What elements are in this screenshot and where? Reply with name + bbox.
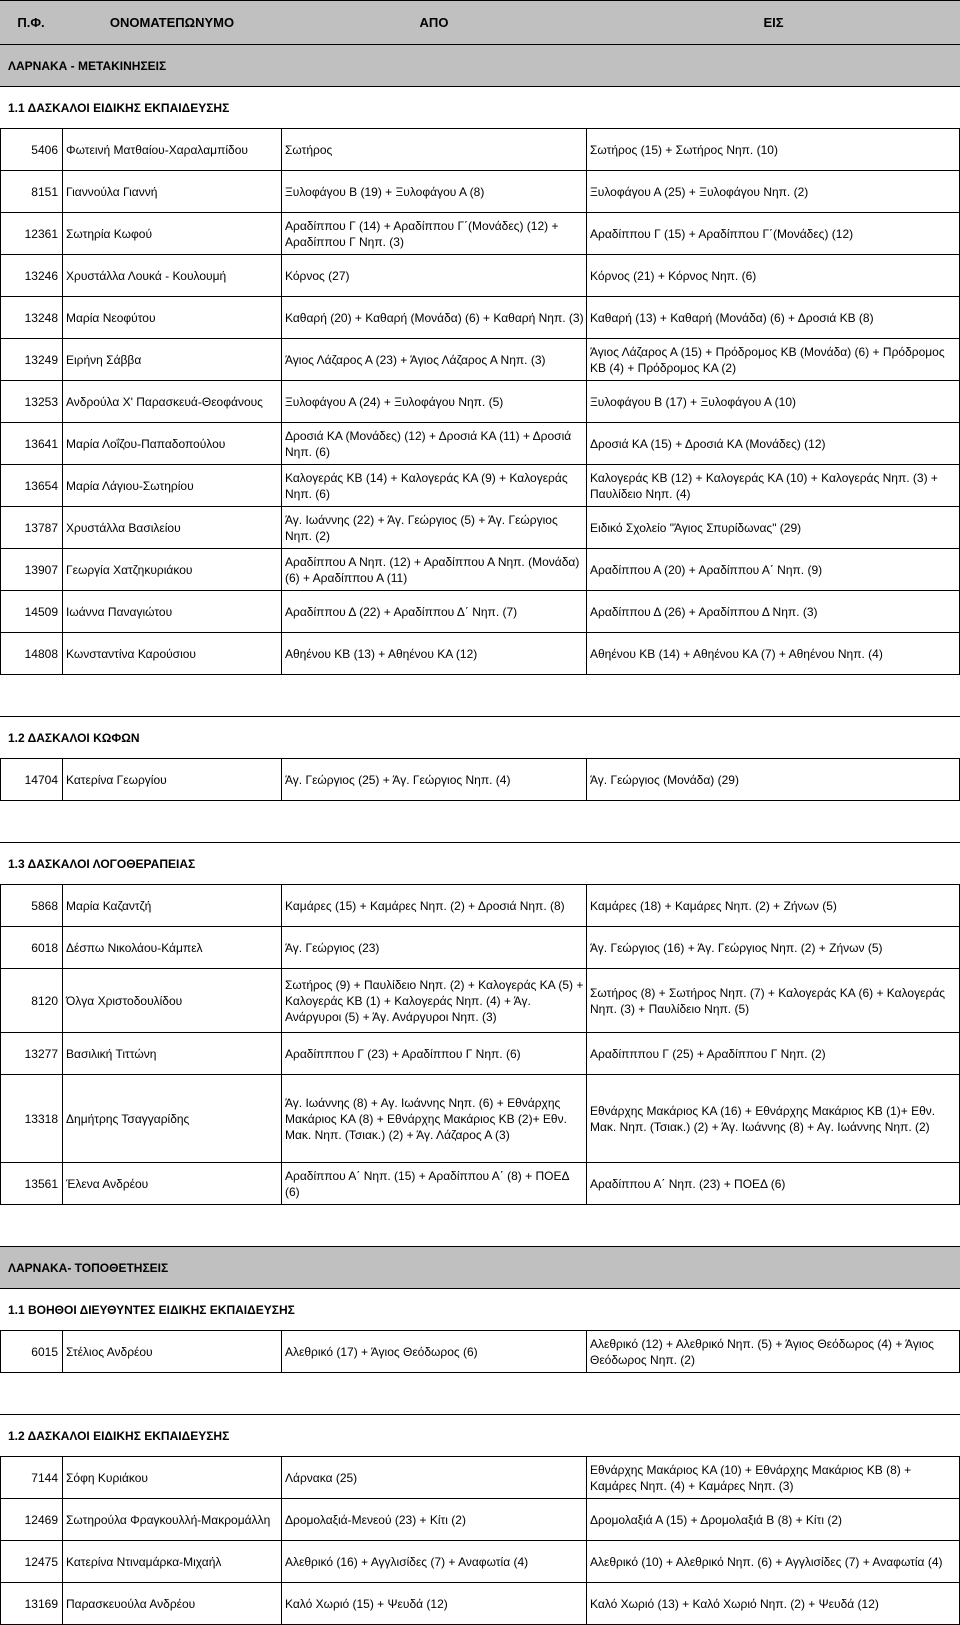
name-cell: Γεωργία Χατζηκυριάκου xyxy=(66,562,193,577)
pf-cell: 13248 xyxy=(24,310,58,325)
name-cell: Ιωάννα Παναγιώτου xyxy=(66,604,173,619)
name-cell: Δέσπω Νικολάου-Κάμπελ xyxy=(66,940,203,955)
pf-cell: 14704 xyxy=(24,772,58,787)
name-cell: Κατερίνα Γεωργίου xyxy=(66,772,167,787)
spacer-row xyxy=(0,675,960,717)
name-cell: Σόφη Κυριάκου xyxy=(66,1470,148,1485)
pf-cell: 13907 xyxy=(24,562,58,577)
section-label: 1.3 ΔΑΣΚΑΛΟΙ ΛΟΓΟΘΕΡΑΠΕΙΑΣ xyxy=(8,856,196,871)
from-cell: Καθαρή (20) + Καθαρή (Μονάδα) (6) + Καθαρή Νηπ. (3) xyxy=(285,310,584,325)
pf-cell: 5868 xyxy=(31,898,58,913)
table-row xyxy=(0,591,960,633)
to-cell: Καλογεράς ΚΒ (12) + Καλογεράς ΚΑ (10) + Καλογεράς Νηπ. (3) + Παυλίδειο Νηπ. (4) xyxy=(590,470,938,501)
to-cell: Αθηένου ΚΒ (14) + Αθηένου ΚΑ (7) + Αθηένου Νηπ. (4) xyxy=(590,646,883,661)
from-cell: Αραδίππου Δ (22) + Αραδίππου Δ΄ Νηπ. (7) xyxy=(285,604,518,619)
from-cell: Καλογεράς ΚΒ (14) + Καλογεράς ΚΑ (9) + Καλογεράς Νηπ. (6) xyxy=(285,470,568,501)
name-cell: Βασιλική Τιττώνη xyxy=(66,1046,157,1061)
table-row xyxy=(0,423,960,465)
to-cell: Καμάρες (18) + Καμάρες Νηπ. (2) + Ζήνων (5) xyxy=(590,898,837,913)
pf-cell: 13246 xyxy=(24,268,58,283)
section-title xyxy=(0,87,960,129)
from-cell: Αραδίππου Α΄ Νηπ. (15) + Αραδίππου Α΄ (8) + ΠΟΕΔ (6) xyxy=(285,1168,569,1199)
header-name: ΟΝΟΜΑΤΕΠΩΝΥΜΟ xyxy=(109,14,235,30)
to-cell: Κόρνος (21) + Κόρνος Νηπ. (6) xyxy=(590,268,757,283)
pf-cell: 7144 xyxy=(31,1470,58,1485)
section-title xyxy=(0,1415,960,1457)
section-label: 1.2 ΔΑΣΚΑΛΟΙ ΚΩΦΩΝ xyxy=(8,730,140,745)
table-row xyxy=(0,381,960,423)
name-cell: Μαρία Λοΐζου-Παπαδοπούλου xyxy=(66,436,226,451)
name-cell: Ανδρούλα Χ' Παρασκευά-Θεοφάνους xyxy=(66,394,263,409)
pf-cell: 12469 xyxy=(24,1512,58,1527)
from-cell: Άγ. Γεώργιος (23) xyxy=(285,940,380,955)
pf-cell: 13253 xyxy=(24,394,58,409)
table-row xyxy=(0,759,960,801)
name-cell: Φωτεινή Ματθαίου-Χαραλαμπίδου xyxy=(66,142,248,157)
pf-cell: 13249 xyxy=(24,352,58,367)
to-cell: Άγ. Γεώργιος (Μονάδα) (29) xyxy=(590,772,739,787)
name-cell: Δημήτρης Τσαγγαρίδης xyxy=(66,1111,190,1126)
table-row xyxy=(0,213,960,255)
to-cell: Αραδίππου Α΄ Νηπ. (23) + ΠΟΕΔ (6) xyxy=(590,1176,786,1191)
spacer-row xyxy=(0,801,960,843)
table-row xyxy=(0,297,960,339)
section-title xyxy=(0,843,960,885)
name-cell: Έλενα Ανδρέου xyxy=(66,1176,149,1191)
spacer-row xyxy=(0,1373,960,1415)
to-cell: Αραδίπππου Γ (25) + Αραδίππου Γ Νηπ. (2) xyxy=(590,1046,826,1061)
from-cell: Αραδίππου Γ (14) + Αραδίππου Γ΄(Μονάδες) (12) + Αραδίππου Γ Νηπ. (3) xyxy=(285,218,559,249)
to-cell: Σωτήρος (8) + Σωτήρος Νηπ. (7) + Καλογεράς ΚΑ (6) + Καλογεράς Νηπ. (3) + Παυλίδειο Νηπ. (5) xyxy=(590,985,945,1016)
region-title xyxy=(0,45,960,87)
pf-cell: 8151 xyxy=(31,184,58,199)
from-cell: Άγιος Λάζαρος Α (23) + Άγιος Λάζαρος Α Νηπ. (3) xyxy=(285,352,546,367)
to-cell: Ξυλοφάγου Α (25) + Ξυλοφάγου Νηπ. (2) xyxy=(590,184,809,199)
table-row xyxy=(0,171,960,213)
table-row xyxy=(0,129,960,171)
table-row xyxy=(0,1331,960,1373)
name-cell: Σωτηρούλα Φραγκουλλή-Μακρομάλλη xyxy=(66,1512,271,1527)
to-cell: Εθνάρχης Μακάριος ΚΑ (16) + Εθνάρχης Μακάριος ΚΒ (1)+ Εθν. Μακ. Νηπ. (Τσιακ.) (2) + Άγ. Ιωάννης (8) + Αγ. Ιωάννης Νηπ. (2) xyxy=(590,1103,936,1134)
pf-cell: 12475 xyxy=(24,1554,58,1569)
name-cell: Γιαννούλα Γιαννή xyxy=(66,184,158,199)
header-pf: Π.Φ. xyxy=(17,14,45,30)
from-cell: Λάρνακα (25) xyxy=(285,1470,358,1485)
from-cell: Αθηένου ΚΒ (13) + Αθηένου ΚΑ (12) xyxy=(285,646,478,661)
table-row xyxy=(0,1541,960,1583)
to-cell: Καθαρή (13) + Καθαρή (Μονάδα) (6) + Δροσιά ΚΒ (8) xyxy=(590,310,874,325)
pf-cell: 14509 xyxy=(24,604,58,619)
to-cell: Αραδίππου Δ (26) + Αραδίππου Δ Νηπ. (3) xyxy=(590,604,818,619)
table-row xyxy=(0,969,960,1033)
table-row xyxy=(0,1583,960,1625)
pf-cell: 6018 xyxy=(31,940,58,955)
table-row xyxy=(0,507,960,549)
name-cell: Μαρία Λάγιου-Σωτηρίου xyxy=(66,478,194,493)
table-row xyxy=(0,549,960,591)
region-label: ΛΑΡΝΑΚΑ - ΜΕΤΑΚΙΝΗΣΕΙΣ xyxy=(8,58,167,73)
to-cell: Εθνάρχης Μακάριος ΚΑ (10) + Εθνάρχης Μακάριος ΚΒ (8) + Καμάρες Νηπ. (4) + Καμάρες Νηπ. (3) xyxy=(590,1462,912,1493)
pf-cell: 13561 xyxy=(24,1176,58,1191)
section-label: 1.1 ΒΟΗΘΟΙ ΔΙΕΥΘΥΝΤΕΣ ΕΙΔΙΚΗΣ ΕΚΠΑΙΔΕΥΣΗΣ xyxy=(8,1302,295,1317)
from-cell: Αλεθρικό (16) + Αγγλισίδες (7) + Αναφωτία (4) xyxy=(285,1554,529,1569)
to-cell: Άγιος Λάζαρος Α (15) + Πρόδρομος ΚΒ (Μονάδα) (6) + Πρόδρομος ΚΒ (4) + Πρόδρομος ΚΑ (2) xyxy=(590,344,945,375)
section-label: 1.2 ΔΑΣΚΑΛΟΙ ΕΙΔΙΚΗΣ ΕΚΠΑΙΔΕΥΣΗΣ xyxy=(8,1428,230,1443)
header-to: ΕΙΣ xyxy=(763,14,784,30)
name-cell: Στέλιος Ανδρέου xyxy=(66,1344,153,1359)
pf-cell: 12361 xyxy=(24,226,58,241)
from-cell: Καμάρες (15) + Καμάρες Νηπ. (2) + Δροσιά Νηπ. (8) xyxy=(285,898,565,913)
pf-cell: 13641 xyxy=(24,436,58,451)
from-cell: Σωτήρος (9) + Παυλίδειο Νηπ. (2) + Καλογεράς ΚΑ (5) + Καλογεράς ΚΒ (1) + Καλογεράς Νηπ. (4) + Άγ. Ανάργυροι (5) + Άγ. Ανάργυροι Νηπ. (3) xyxy=(285,977,584,1024)
to-cell: Αραδίππου Γ (15) + Αραδίππου Γ΄(Μονάδες) (12) xyxy=(590,226,854,241)
spacer-row xyxy=(0,1205,960,1247)
from-cell: Ξυλοφάγου Β (19) + Ξυλοφάγου Α (8) xyxy=(285,184,485,199)
pf-cell: 13654 xyxy=(24,478,58,493)
pf-cell: 13277 xyxy=(24,1046,58,1061)
from-cell: Άγ. Ιωάννης (8) + Αγ. Ιωάννης Νηπ. (6) + Εθνάρχης Μακάριος ΚΑ (8) + Εθνάρχης Μακάριος ΚΒ (2)+ Εθν. Μακ. Νηπ. (Τσιακ.) (2) + Άγ. Λάζαρος Α (3) xyxy=(285,1095,567,1142)
pf-cell: 6015 xyxy=(31,1344,58,1359)
table-row xyxy=(0,1075,960,1163)
to-cell: Δρομολαξιά Α (15) + Δρομολαξιά Β (8) + Κίτι (2) xyxy=(590,1512,843,1527)
from-cell: Ξυλοφάγου Α (24) + Ξυλοφάγου Νηπ. (5) xyxy=(285,394,504,409)
header-from: ΑΠΟ xyxy=(419,14,449,30)
table-row xyxy=(0,1499,960,1541)
from-cell: Κόρνος (27) xyxy=(285,268,350,283)
pf-cell: 13318 xyxy=(24,1111,58,1126)
table-row xyxy=(0,255,960,297)
table-row xyxy=(0,465,960,507)
to-cell: Αλεθρικό (10) + Αλεθρικό Νηπ. (6) + Αγγλισίδες (7) + Αναφωτία (4) xyxy=(590,1554,943,1569)
from-cell: Δρομολαξιά-Μενεού (23) + Κίτι (2) xyxy=(285,1512,466,1527)
table-row xyxy=(0,1457,960,1499)
pf-cell: 5406 xyxy=(31,142,58,157)
pf-cell: 13169 xyxy=(24,1596,58,1611)
table-header xyxy=(0,0,960,45)
section-title xyxy=(0,1289,960,1331)
from-cell: Αλεθρικό (17) + Άγιος Θεόδωρος (6) xyxy=(285,1344,478,1359)
from-cell: Δροσιά ΚΑ (Μονάδες) (12) + Δροσιά ΚΑ (11) + Δροσιά Νηπ. (6) xyxy=(285,428,572,459)
to-cell: Δροσιά ΚΑ (15) + Δροσιά ΚΑ (Μονάδες) (12) xyxy=(590,436,826,451)
table-row xyxy=(0,1163,960,1205)
to-cell: Άγ. Γεώργιος (16) + Άγ. Γεώργιος Νηπ. (2) + Ζήνων (5) xyxy=(590,940,883,955)
from-cell: Καλό Χωριό (15) + Ψευδά (12) xyxy=(285,1596,448,1611)
name-cell: Ειρήνη Σάββα xyxy=(66,352,142,367)
name-cell: Κωνσταντίνα Καρούσιου xyxy=(66,646,196,661)
to-cell: Καλό Χωριό (13) + Καλό Χωριό Νηπ. (2) + Ψευδά (12) xyxy=(590,1596,879,1611)
to-cell: Αλεθρικό (12) + Αλεθρικό Νηπ. (5) + Άγιος Θεόδωρος (4) + Άγιος Θεόδωρος Νηπ. (2) xyxy=(590,1336,934,1367)
name-cell: Μαρία Καζαντζή xyxy=(66,898,152,913)
name-cell: Χρυστάλλα Βασιλείου xyxy=(66,520,181,535)
from-cell: Άγ. Γεώργιος (25) + Άγ. Γεώργιος Νηπ. (4) xyxy=(285,772,511,787)
section-label: 1.1 ΔΑΣΚΑΛΟΙ ΕΙΔΙΚΗΣ ΕΚΠΑΙΔΕΥΣΗΣ xyxy=(8,100,230,115)
name-cell: Σωτηρία Κωφού xyxy=(66,226,153,241)
section-title xyxy=(0,717,960,759)
name-cell: Μαρία Νεοφύτου xyxy=(66,310,156,325)
region-label: ΛΑΡΝΑΚΑ- ΤΟΠΟΘΕΤΗΣΕΙΣ xyxy=(8,1260,169,1275)
region-title xyxy=(0,1247,960,1289)
pf-cell: 8120 xyxy=(31,993,58,1008)
name-cell: Όλγα Χριστοδουλίδου xyxy=(66,993,183,1008)
from-cell: Άγ. Ιωάννης (22) + Άγ. Γεώργιος (5) + Άγ. Γεώργιος Νηπ. (2) xyxy=(285,512,558,543)
name-cell: Κατερίνα Ντιναμάρκα-Μιχαήλ xyxy=(66,1554,222,1569)
table-row xyxy=(0,1033,960,1075)
to-cell: Αραδίππου Α (20) + Αραδίππου Α΄ Νηπ. (9) xyxy=(590,562,823,577)
to-cell: Ξυλοφάγου Β (17) + Ξυλοφάγου Α (10) xyxy=(590,394,796,409)
from-cell: Αραδίππου Α Νηπ. (12) + Αραδίππου Α Νηπ. (Μονάδα) (6) + Αραδίππου Α (11) xyxy=(285,554,580,585)
from-cell: Αραδίπππου Γ (23) + Αραδίππου Γ Νηπ. (6) xyxy=(285,1046,521,1061)
name-cell: Παρασκευούλα Ανδρέου xyxy=(66,1596,196,1611)
to-cell: Σωτήρος (15) + Σωτήρος Νηπ. (10) xyxy=(590,142,778,157)
table-row xyxy=(0,927,960,969)
table-row xyxy=(0,885,960,927)
table-row xyxy=(0,633,960,675)
name-cell: Χρυστάλλα Λουκά - Κουλουμή xyxy=(66,268,227,283)
from-cell: Σωτήρος xyxy=(285,142,333,157)
table-row xyxy=(0,339,960,381)
pf-cell: 14808 xyxy=(24,646,58,661)
to-cell: Ειδικό Σχολείο "Άγιος Σπυρίδωνας" (29) xyxy=(590,520,802,535)
pf-cell: 13787 xyxy=(24,520,58,535)
